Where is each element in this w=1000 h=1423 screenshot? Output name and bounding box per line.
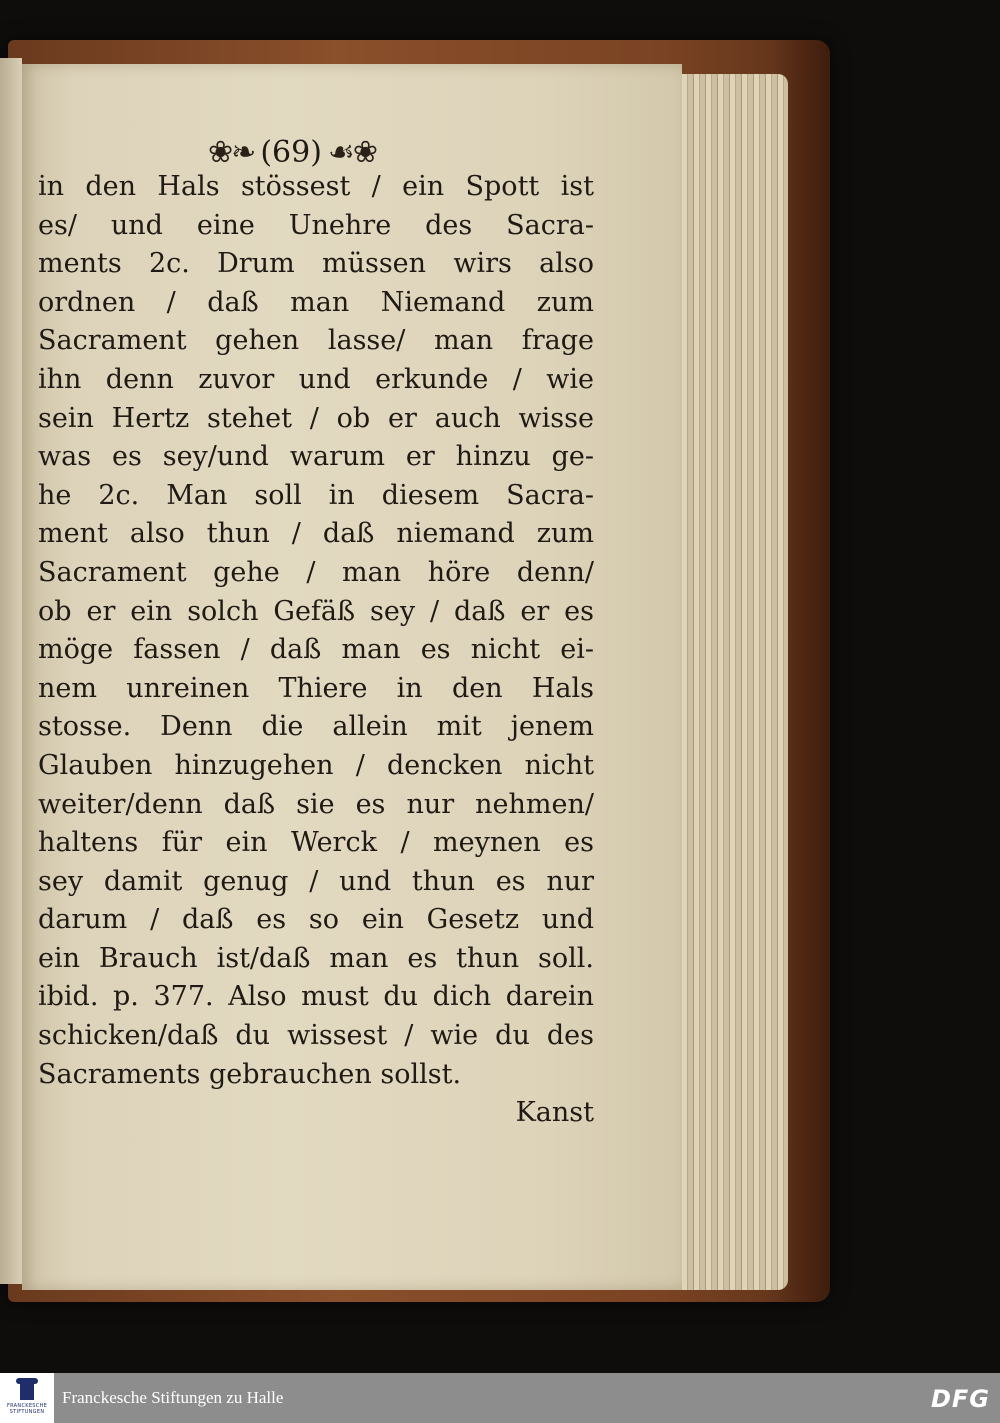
text-block: [38, 168, 594, 1133]
footer-title[interactable]: Franckesche Stiftungen zu Halle: [62, 1388, 284, 1407]
text-line: stosse. Denn die allein mit jenem: [38, 711, 594, 743]
text-line: ibid. p. 377. Also must du dich darein: [38, 981, 594, 1013]
text-line: ments 2c. Drum müssen wirs also: [38, 248, 594, 280]
text-line: nem unreinen Thiere in den Hals: [38, 672, 594, 704]
page-edges: [676, 74, 788, 1290]
text-line: sey damit genug / und thun es nur: [38, 865, 594, 897]
text-line: Sacrament gehe / man höre denn/: [38, 556, 594, 588]
building-icon: [20, 1382, 34, 1400]
text-line: haltens für ein Werck / meynen es: [38, 827, 594, 859]
institution-logo[interactable]: [0, 1373, 54, 1423]
text-line: ein Brauch ist/daß man es thun soll.: [38, 942, 594, 974]
logo-text: FRANCKESCHE STIFTUNGEN: [6, 1402, 48, 1415]
book-page: [22, 64, 682, 1290]
text-line: ordnen / daß man Niemand zum: [38, 286, 594, 318]
text-line: ment also thun / daß niemand zum: [38, 518, 594, 550]
text-line: schicken/daß du wissest / wie du des: [38, 1020, 594, 1052]
text-line: Sacrament gehen lasse/ man frage: [38, 325, 594, 357]
page-number: (69): [260, 134, 322, 170]
text-line: was es sey/und warum er hinzu ge-: [38, 441, 594, 473]
ornament-right-icon: ☙❀: [327, 134, 376, 170]
dfg-logo[interactable]: DFG: [930, 1385, 990, 1413]
text-line: he 2c. Man soll in diesem Sacra-: [38, 479, 594, 511]
text-line: Sacraments gebrauchen sollst.: [38, 1058, 462, 1090]
footer-bar: [0, 1373, 1000, 1423]
text-line: in den Hals stössest / ein Spott ist: [38, 171, 594, 202]
text-line: sein Hertz stehet / ob er auch wisse: [38, 402, 594, 434]
text-line: ob er ein solch Gefäß sey / daß er es: [38, 595, 594, 627]
text-line: es/ und eine Unehre des Sacra-: [38, 209, 594, 241]
text-line: möge fassen / daß man es nicht ei-: [38, 634, 594, 666]
left-page-edge: [0, 58, 22, 1284]
text-line: darum / daß es so ein Gesetz und: [38, 904, 594, 936]
text-line: Glauben hinzugehen / dencken nicht: [38, 749, 594, 781]
catchword: Kanst: [515, 1097, 594, 1129]
ornament-left-icon: ❀❧: [208, 134, 255, 170]
text-line: weiter/denn daß sie es nur nehmen/: [38, 788, 594, 820]
text-line: ihn denn zuvor und erkunde / wie: [38, 363, 594, 395]
